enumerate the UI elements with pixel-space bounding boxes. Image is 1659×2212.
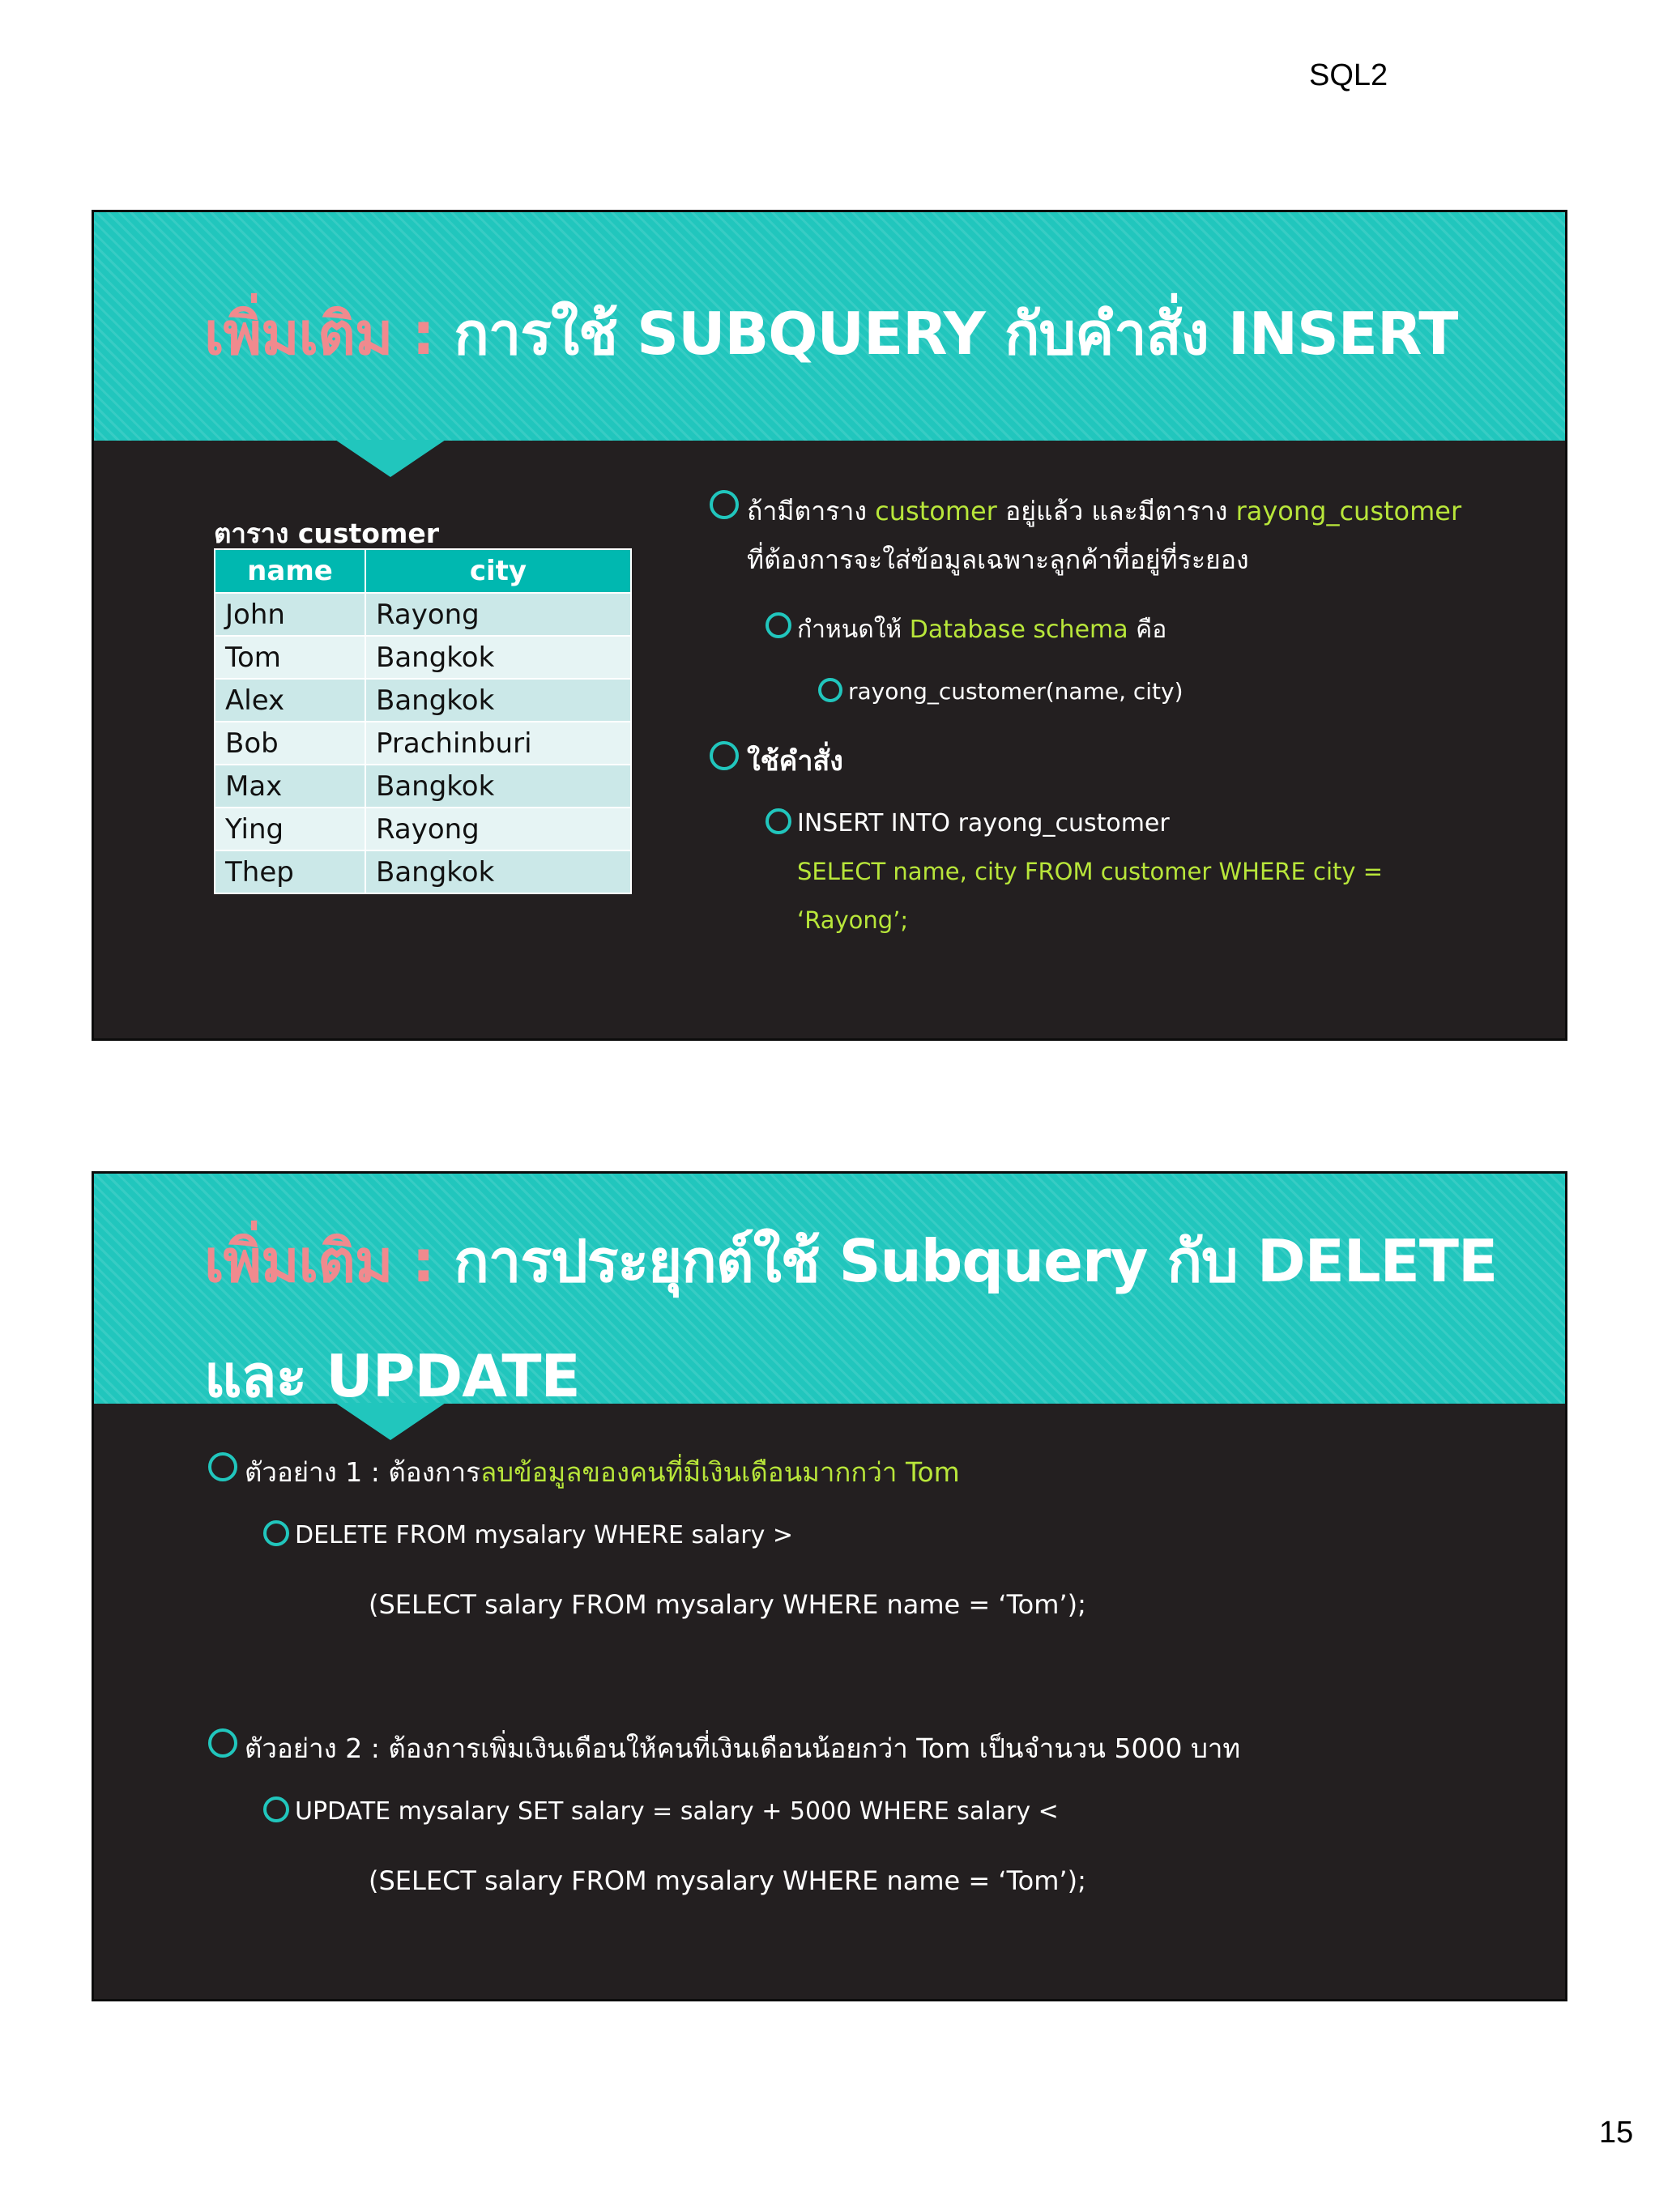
text-highlight: customer [875, 496, 997, 526]
cell-city: Rayong [365, 808, 631, 850]
bullet-circle-icon [263, 1520, 289, 1546]
bullet-circle-icon [766, 612, 791, 638]
code-line: (SELECT salary FROM mysalary WHERE name = ‘Tom’); [369, 1865, 1086, 1896]
title-main: การประยุกต์ใช้ Subquery กับ DELETE [454, 1227, 1498, 1295]
bullet-circle-icon [208, 1728, 237, 1758]
code-line: (SELECT salary FROM mysalary WHERE name = ‘Tom’); [369, 1589, 1086, 1620]
bullet-text [747, 491, 1461, 532]
document-header-title: SQL2 [1309, 58, 1388, 92]
cell-city: Bangkok [365, 850, 631, 893]
code-line: INSERT INTO rayong_customer [797, 809, 1170, 837]
example-1-text [245, 1451, 960, 1494]
cell-city: Rayong [365, 593, 631, 636]
table-row [215, 808, 631, 850]
cell-city: Bangkok [365, 636, 631, 679]
bullet-circle-icon [710, 741, 739, 770]
code-line: UPDATE mysalary SET salary = salary + 5000 WHERE salary < [295, 1797, 1059, 1826]
slide-title-line2: และ UPDATE [204, 1342, 580, 1410]
slide-title [204, 287, 1457, 380]
table-row [215, 722, 631, 765]
cell-city: Prachinburi [365, 722, 631, 765]
bullet-text [797, 611, 1166, 649]
cell-name: Tom [215, 636, 365, 679]
text-part: ถ้ามีตาราง [747, 496, 876, 526]
title-prefix: เพิ่มเติม : [204, 1227, 454, 1295]
bullet-circle-icon [766, 808, 791, 834]
text-highlight: ลบข้อมูลของคนที่มีเงินเดือนมากกว่า Tom [480, 1456, 960, 1488]
slide-insert-subquery [92, 210, 1567, 1041]
bullet-text-line2: ที่ต้องการจะใส่ข้อมูลเฉพาะลูกค้าที่อยู่ที่ระยอง [747, 544, 1249, 575]
cell-name: John [215, 593, 365, 636]
customer-table [214, 548, 632, 894]
table-row [215, 765, 631, 808]
cell-name: Max [215, 765, 365, 808]
text-part: คือ [1128, 616, 1167, 644]
table-row [215, 593, 631, 636]
title-main: การใช้ SUBQUERY กับคำสั่ง INSERT [454, 300, 1458, 368]
bullet-text: ใช้คำสั่ง [747, 745, 843, 778]
cell-name: Ying [215, 808, 365, 850]
text-part: อยู่แล้ว และมีตาราง [996, 496, 1236, 526]
table-caption: ตาราง customer [214, 518, 440, 549]
text-highlight: rayong_customer [1235, 496, 1462, 526]
bullet-circle-icon [263, 1796, 289, 1822]
bullet-text: rayong_customer(name, city) [848, 678, 1183, 705]
table-header-row [215, 549, 631, 593]
column-header-name: name [215, 549, 365, 593]
page-number: 15 [1599, 2116, 1634, 2150]
code-line: DELETE FROM mysalary WHERE salary > [295, 1521, 794, 1549]
text-part: ตัวอย่าง 1 : ต้องการ [245, 1456, 480, 1488]
cell-name: Thep [215, 850, 365, 893]
title-band-notch [335, 440, 446, 477]
table-row [215, 850, 631, 893]
slide-delete-update-subquery [92, 1171, 1567, 2001]
column-header-city: city [365, 549, 631, 593]
example-2-text: ตัวอย่าง 2 : ต้องการเพิ่มเงินเดือนให้คนที่เงินเดือนน้อยกว่า Tom เป็นจำนวน 5000 บาท [245, 1733, 1241, 1764]
code-line: SELECT name, city FROM customer WHERE city = [797, 858, 1384, 885]
table-row [215, 679, 631, 722]
cell-name: Bob [215, 722, 365, 765]
slide-title [204, 1214, 1497, 1307]
cell-city: Bangkok [365, 765, 631, 808]
cell-city: Bangkok [365, 679, 631, 722]
title-prefix: เพิ่มเติม : [204, 300, 454, 368]
cell-name: Alex [215, 679, 365, 722]
text-highlight: Database schema [909, 616, 1128, 644]
text-part: กำหนดให้ [797, 616, 910, 644]
table-row [215, 636, 631, 679]
bullet-circle-icon [818, 678, 842, 702]
code-line: ‘Rayong’; [797, 906, 909, 934]
bullet-circle-icon [710, 490, 739, 519]
bullet-circle-icon [208, 1452, 237, 1481]
